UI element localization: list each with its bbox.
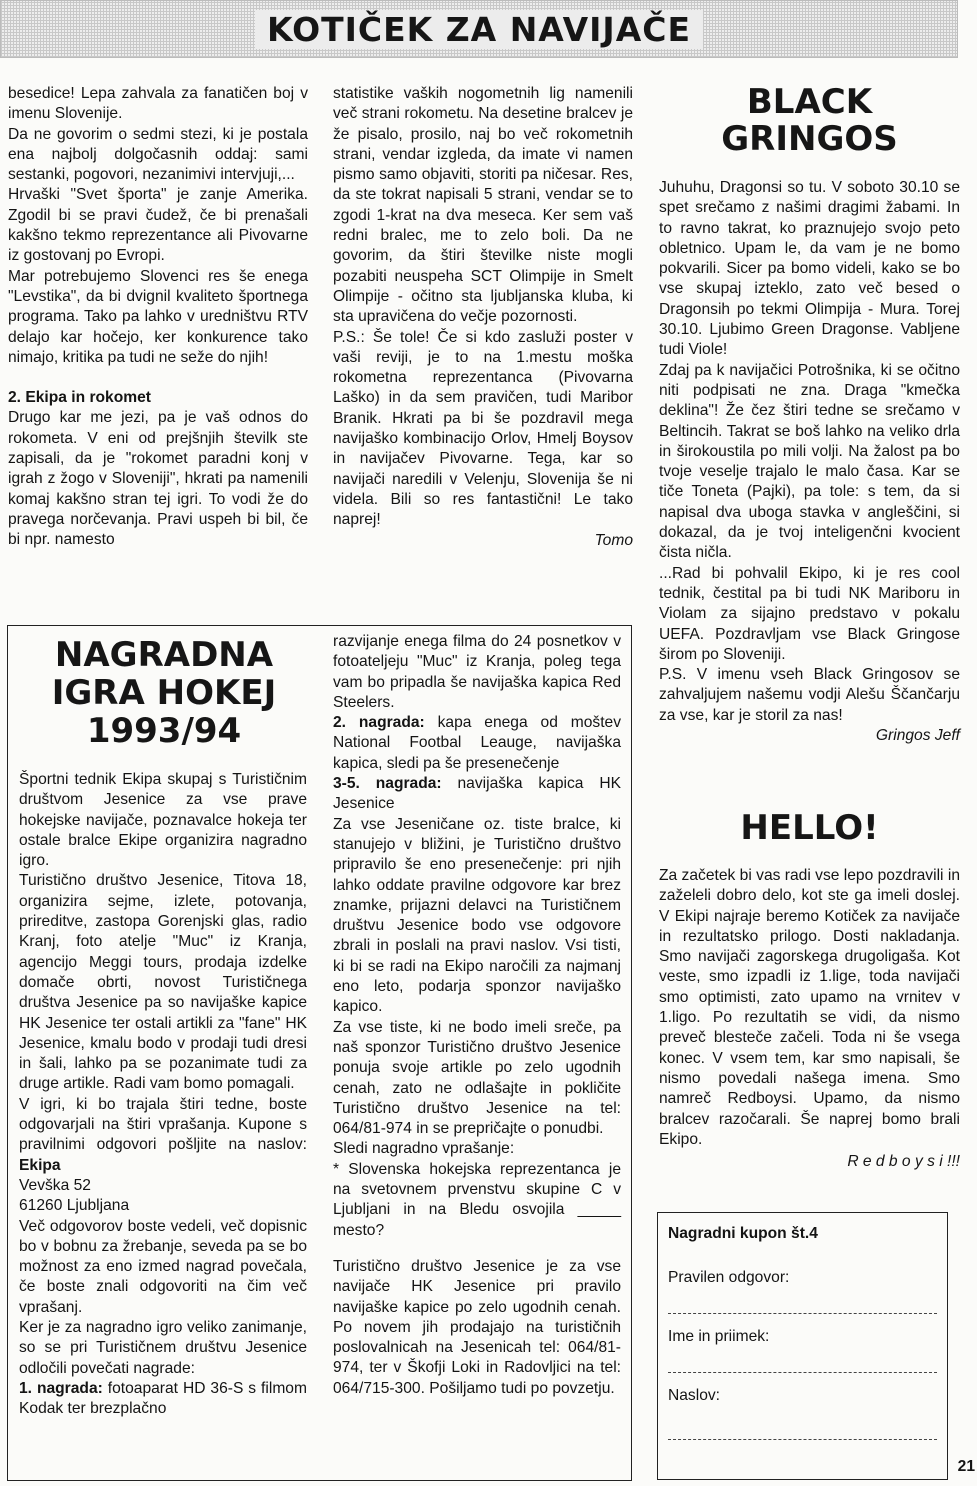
article-column-1: [8, 84, 308, 551]
black-gringos-headline: [659, 84, 960, 158]
address-city: 61260 Ljubljana: [19, 1197, 130, 1215]
hokej-paragraph: razvijanje enega filma do 24 posnetkov v fotoateljeju "Muc" iz Kranja, poleg tega vam bo pripadla še navijaška kapica Red Steelers.: [333, 633, 621, 711]
hokej-headline-line: 1993/94: [86, 711, 242, 751]
article-paragraph: Drugo kar me jezi, pa je vaš odnos do rokometa. V eni od prejšnjih številk ste zapisali, da je "rokomet paradni konj v igrah z žogo v Sloveniji", hkrati pa namenili komaj kakšno stran tej igri. To vodi že do pravega norčevanja. Pravi uspeh bi bil, če bi npr. namesto: [8, 409, 308, 549]
prize-label: 2. nagrada:: [333, 714, 425, 732]
article-paragraph: besedice! Lepa zahvala za fanatičen boj v imenu Slovenije.: [8, 85, 308, 123]
coupon-address-line[interactable]: [668, 1439, 937, 1440]
hokej-paragraph: Za vse tiste, ki ne bodo imeli sreče, pa naš sponzor Turistično društvo Jesenice ponuja svoje artikle po zelo ugodnih cenah, zato ne odlašajte in pokličite Turistično društvo Jesenice na tel: 064/81-974 in se prepričajte o ponudbi.: [333, 1018, 621, 1138]
hokej-paragraph: Športni tednik Ekipa skupaj s Turističnim društvom Jesenice za vse prave hokejske navijače, poznavalce hokeja ter ostale bralce Ekipe organizira nagradno igro.: [19, 771, 307, 870]
hokej-text: V igri, ki bo trajala štiri tedne, boste odgovarjali na štiri vprašanja. Kupone s pravilnimi odgovori pošljite na naslov:: [19, 1095, 307, 1154]
prize-label: 1. nagrada:: [19, 1379, 103, 1397]
hokej-headline: [18, 636, 310, 750]
article-paragraph: Da ne govorim o sedmi stezi, ki je postala ena najbolj dolgočasnih oddaj: sami sestanki, pogovori, nezanimivi intervjuji,...: [8, 125, 308, 184]
black-gringos-column: [659, 178, 960, 746]
black-gringos-paragraph: Zdaj pa k navijačici Potrošnika, ki se očitno niti podpisati ne zna. Draga "kmečka deklina"! Že čez štiri tedne se srečamo v Beltincih. Takrat se boš lahko na veliko drla in širokoustila po mili volji. Na žalost pa bo tvoje veselje trajalo le malo časa. Kar se tiče Toneta (Pajki), pa tole: s tem, da si napisal dva uboga stavka v angleščini, si dokazal, da je tvoj inteligenčni kvocient čista ničla.: [659, 361, 960, 562]
hello-column: [659, 866, 960, 1172]
black-gringos-paragraph: ...Rad bi pohvalil Ekipo, ki je res cool tednik, čestital pa bi tudi NK Mariboru in Violam za sijajno predstavo v pokalu UEFA. Pozdravljam vse Black Gringose širom po Sloveniji.: [659, 564, 960, 663]
black-gringos-headline-line: BLACK: [746, 82, 873, 122]
question-intro: Sledi nagradno vprašanje:: [333, 1140, 515, 1158]
hokej-column-1: [19, 770, 307, 1420]
hokej-paragraph: Ker je za nagradno igro veliko zanimanje, so se pri Turističnem društvu Jesenice odločili povečati nagrade:: [19, 1319, 307, 1377]
article-subheading: 2. Ekipa in rokomet: [8, 389, 151, 407]
coupon-name-label: Ime in priimek:: [668, 1328, 770, 1345]
article-paragraph: Mar potrebujemo Slovenci res še enega "Levstika", da bi dvignil kvaliteto športnega programa. Tako pa lahko v uredništvu RTV delajo kar hočejo, ker konkurence tako nimajo, kritika pa tudi ne seže do njih!: [8, 267, 308, 366]
hokej-column-2: [333, 632, 621, 1399]
hello-paragraph: Za začetek bi vas radi vse lepo pozdravili in zaželeli dobro delo, kot ste ga imeli doslej. V Ekipi najraje beremo Kotiček za navijače in rezultatsko prilogo. Dosti nakladanja. Smo navijači zagorskega drugoligaša. Kot veste, smo izpadli iz 1.lige, toda navijači smo optimisti, zato upamo na vrnitev v 1.ligo. Po rezultatih se vidi, da nismo preveč blesteče začeli. Toda ni še vsega konec. V vsem tem, kar smo napisali, še nismo povedali našega imena. Smo namreč Redboysi. Upamo, da nismo bralcev razočarali. Še naprej bomo brali Ekipo.: [659, 867, 960, 1148]
coupon-title: Nagradni kupon št.4: [668, 1225, 818, 1242]
coupon-address-label: Naslov:: [668, 1387, 720, 1404]
article-column-2: [333, 84, 633, 551]
prize-label: 3-5. nagrada:: [333, 775, 442, 793]
article-paragraph: statistike vaških nogometnih lig namenili več strani rokometu. Na desetine bralcev je že pisalo, prosilo, naj bo več rokometnih strani, vendar izgleda, da imate vi namen pismo samo objaviti, storiti pa ničesar. Res, da ste tokrat napisali 5 strani, vendar se to zgodi 1-krat na dva meseca. Ker sem vaš redni bralec, me to zelo boli. Da ne govorim, da štiri številke niste mogli pozabiti neuspeha SCT Olimpije in Smelt Olimpije - očitno sta ljubljanska kluba, ki sta upravičena do večje pozornosti.: [333, 85, 633, 326]
black-gringos-paragraph: P.S. V imenu vseh Black Gringosov se zahvaljujem našemu vodji Alešu Ščančarju za vse, kar je storil za nas!: [659, 666, 960, 724]
coupon-answer-label: Pravilen odgovor:: [668, 1269, 790, 1286]
coupon-answer-line[interactable]: [668, 1313, 937, 1314]
black-gringos-paragraph: Juhuhu, Dragonsi so tu. V soboto 30.10 se spet srečamo z našimi dragimi žabami. In to ravno takrat, ko praznujejo svojo peto obletnico. Upam le, da vam je ne bomo pokvarili. Sicer pa bomo videli, kako se bo vse skupaj izteklo, zato več besed o Dragonsih po tekmi Olimpija - Mura. Torej 30.10. Ljubimo Green Dragonse. Vabljene tudi Viole!: [659, 179, 960, 359]
article-paragraph: P.S.: Še tole! Če si kdo zasluži poster v vaši reviji, je to na 1.mestu moška rokometna reprezentanca (Pivovarna Laško) in da sem pravičen, tudi Maribor Branik. Hkrati pa bi še pozdravil mega navijaško kombinacijo Orlov, Hmelj Boysov in navijačev Pivovarne. Tega, kar so navijači naredili v Velenju, Slovenija še ni videla. Bili so res fantastični! Le tako naprej!: [333, 328, 633, 529]
article-paragraph: Hrvaški "Svet športa" je zanje Amerika. Zgodil bi se pravi čudež, če bi prenašali kakšno tekmo reprezentance ali Pivovarne iz gostovanj po Evropi.: [8, 186, 308, 265]
prize-3: [333, 774, 621, 815]
address-name: Ekipa: [19, 1156, 61, 1174]
hokej-paragraph: [19, 1095, 307, 1176]
coupon-box: [657, 1212, 948, 1480]
hokej-paragraph: Za vse Jeseničane oz. tiste bralce, ki stanujejo v bližini, je Turistično društvo pripravilo še eno presenečenje: pri njih lahko oddate pravilne odgovore kar brez znamke, prijazni delavci na Turističnem društvu Jesenice bodo vse odgovore zbrali in poslali na pravi naslov. Vsi tisti, ki bi se radi na Ekipo naročili za najmanj eno leto, podarja sponzor navijaško kapico.: [333, 815, 621, 1016]
section-masthead: [0, 0, 958, 58]
prize-text: kapa enega od moštev National Footbal Leauge, navijaška kapica, sledi pa še presenečenje: [333, 714, 621, 772]
address-street: Vevška 52: [19, 1176, 91, 1194]
hello-signature: R e d b o y s i !!!: [847, 1153, 960, 1171]
section-title: KOTIČEK ZA NAVIJAČE: [255, 10, 703, 49]
prize-text: navijaška kapica HK Jesenice: [333, 775, 621, 813]
hello-headline: HELLO!: [740, 808, 879, 848]
hokej-paragraph: Turistično društvo Jesenice je za vse navijače HK Jesenice pri pravilo navijaške kapice po zelo ugodnih cenah. Po novem jih prodajajo na turističnih poslovalnicah na Jesenicah tel: 064/81- 974, ter v Škofji Loki in Radovljici na tel: 064/715-300. Pošiljamo tudi po povzetju.: [333, 1257, 621, 1397]
page-number: 21: [957, 1458, 975, 1475]
black-gringos-headline-line: GRINGOS: [721, 119, 898, 159]
hokej-paragraph: Več odgovorov boste vedeli, več dopisnic bo v bobnu za žrebanje, seveda pa se bo možnost za eno izmed nagrad povečala, če boste znali odgovoriti na čim več vprašanj.: [19, 1217, 307, 1316]
prize-2: [333, 713, 621, 774]
article-signature: Tomo: [594, 531, 633, 549]
hokej-paragraph: Turistično društvo Jesenice, Titova 18, organizira sejme, izlete, potovanja, prireditve, zastopa Gorenjski glas, radio Kranj, foto atelje "Muc" iz Kranja, agencijo Meggi tours, prodaja izdelke domače obrti, novost Turističnega društva Jesenice pa so navijaške kapice HK Jesenice ter ostali artikli za "fane" HK Jesenice, kmalu bodo v prodaji tudi dresi in šali, lahko pa se pozanimate tudi za druge artikle. Radi vam bomo pomagali.: [19, 872, 307, 1093]
coupon-name-line[interactable]: [668, 1372, 937, 1373]
hokej-headline-line: IGRA HOKEJ: [51, 673, 277, 713]
prize-text: fotoaparat HD 36-S s filmom Kodak ter brezplačno: [19, 1379, 307, 1418]
question-text: * Slovenska hokejska reprezentanca je na svetovnem prvenstvu skupine C v Ljubljani in na Bledu osvojila _____ mesto?: [333, 1160, 621, 1239]
black-gringos-signature: Gringos Jeff: [875, 727, 960, 745]
prize-1: [19, 1379, 307, 1420]
hokej-headline-line: NAGRADNA: [54, 635, 274, 675]
